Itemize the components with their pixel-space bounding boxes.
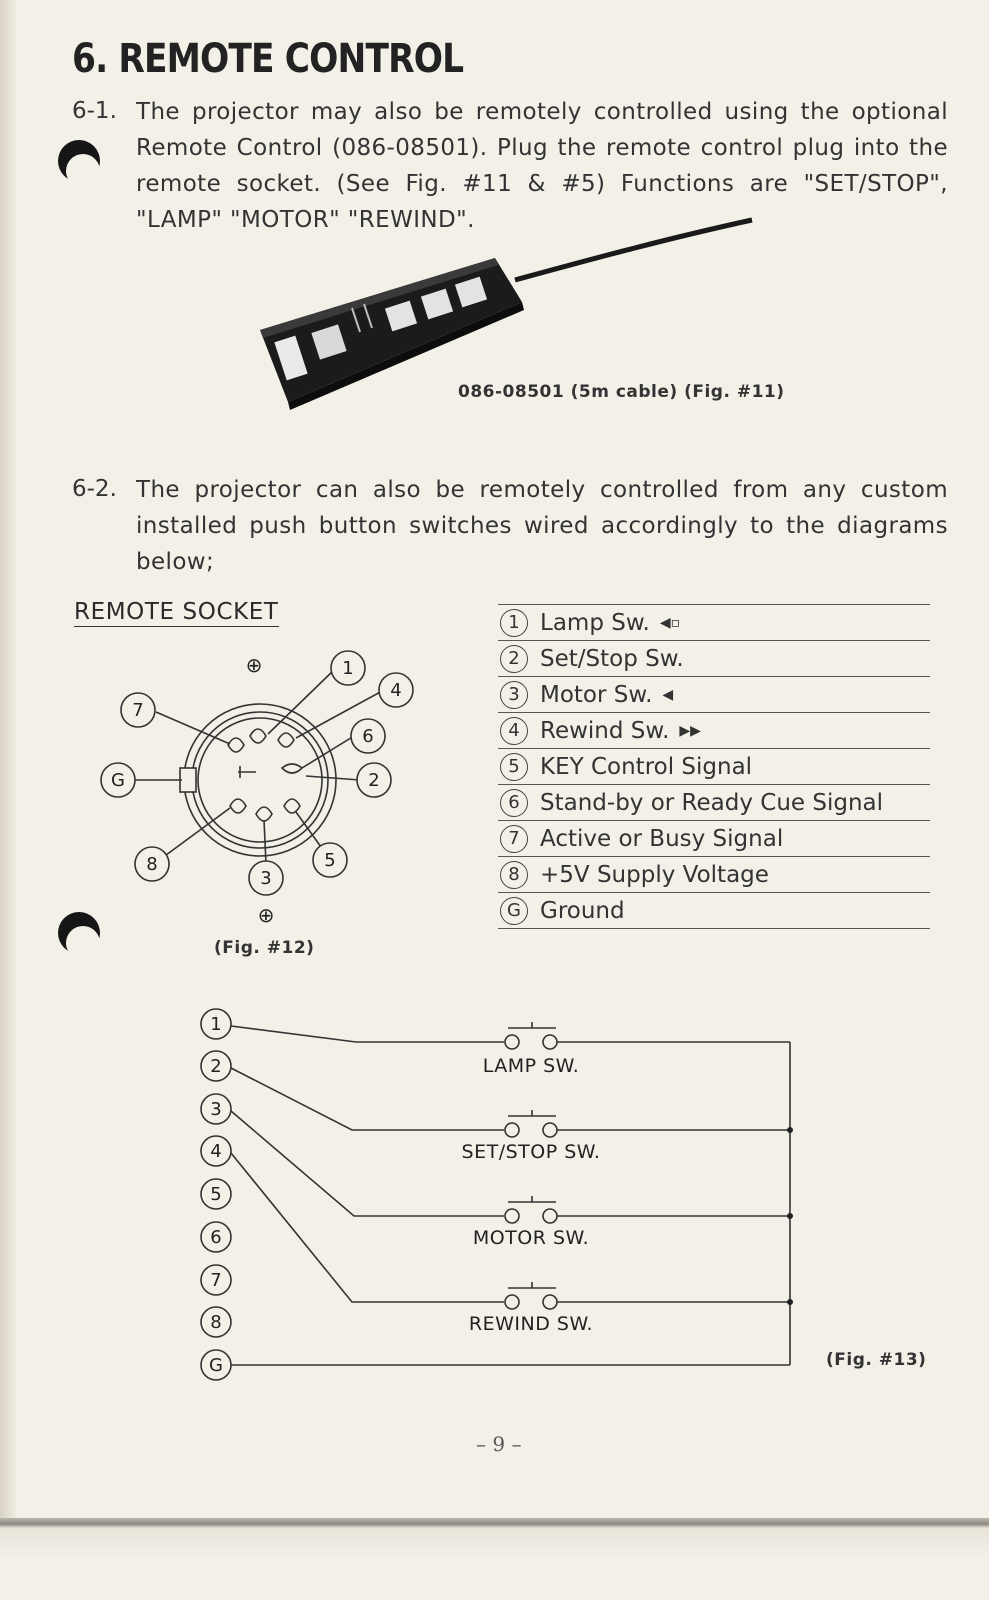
remote-control-photo: [240, 210, 760, 410]
socket-pin-text: 4: [390, 680, 402, 701]
legend-label: Motor Sw.: [540, 681, 653, 708]
motor-switch-label: MOTOR SW.: [472, 1227, 590, 1249]
fast-forward-icon: ▶▶: [679, 722, 701, 739]
legend-number: 7: [500, 825, 528, 853]
legend-label: Stand-by or Ready Cue Signal: [540, 789, 884, 816]
remote-socket-title: REMOTE SOCKET: [74, 599, 279, 625]
legend-label: Active or Busy Signal: [540, 825, 784, 852]
wiring-terminal-label: G: [209, 1355, 223, 1376]
section-6-2-line: The projector can also be remotely controlled from any custom: [136, 477, 948, 503]
fig12-caption: (Fig. #12): [214, 938, 315, 958]
wiring-terminal-label: 8: [210, 1312, 222, 1333]
section-6-1-line: "LAMP" "MOTOR" "REWIND".: [136, 207, 475, 233]
page-bottom-shadow: [0, 1518, 989, 1600]
section-6-2-text: [136, 472, 948, 580]
legend-label: Rewind Sw.: [540, 717, 670, 744]
legend-number: 1: [500, 609, 528, 637]
socket-pin-text: 6: [362, 726, 374, 747]
legend-label: Lamp Sw.: [540, 609, 650, 636]
socket-pin-text: G: [111, 770, 125, 791]
legend-row: [498, 641, 930, 677]
binder-hole-top: [58, 140, 100, 182]
section-6-2-line: installed push button switches wired accordingly to the diagrams: [136, 513, 948, 539]
page-number: – 9 –: [476, 1432, 522, 1456]
socket-pin-text: 7: [132, 700, 144, 721]
legend-row: [498, 605, 930, 641]
legend-label: +5V Supply Voltage: [540, 861, 769, 888]
legend-number: 4: [500, 717, 528, 745]
legend-row: [498, 713, 930, 749]
plus-symbol-bottom: ⊕: [257, 903, 275, 927]
socket-pin-text: 5: [324, 850, 336, 871]
socket-pin-text: 1: [342, 658, 354, 679]
legend-number: 5: [500, 753, 528, 781]
section-6-1-line: remote socket. (See Fig. #11 & #5) Functions are "SET/STOP",: [136, 171, 948, 197]
reverse-arrow-icon: ◀: [662, 686, 674, 703]
legend-row: [498, 821, 930, 857]
wiring-terminal-label: 6: [210, 1227, 222, 1248]
legend-label: Ground: [540, 897, 625, 924]
wiring-terminal-label: 3: [210, 1099, 222, 1120]
section-6-2-line: below;: [136, 549, 215, 575]
legend-number: G: [500, 897, 528, 925]
wiring-terminal-label: 4: [210, 1141, 222, 1162]
wiring-terminal-label: 7: [210, 1270, 222, 1291]
fig11-caption: 086-08501 (5m cable) (Fig. #11): [458, 382, 785, 402]
pin-legend: [498, 604, 930, 929]
section-6-1-line: The projector may also be remotely controlled using the optional: [136, 99, 948, 125]
lamp-switch-label: LAMP SW.: [482, 1055, 580, 1077]
wiring-diagram: [190, 1000, 810, 1400]
remote-socket-diagram: [90, 640, 430, 940]
wiring-terminal-label: 5: [210, 1184, 222, 1205]
legend-number: 3: [500, 681, 528, 709]
section-6-1-number: 6-1.: [72, 98, 117, 124]
legend-number: 8: [500, 861, 528, 889]
legend-number: 2: [500, 645, 528, 673]
page-edge: [0, 0, 16, 1600]
legend-number: 6: [500, 789, 528, 817]
legend-row: [498, 677, 930, 713]
section-6-2-number: 6-2.: [72, 476, 117, 502]
wiring-terminal-label: 1: [210, 1014, 222, 1035]
fig13-caption: (Fig. #13): [826, 1350, 927, 1370]
legend-row: [498, 857, 930, 893]
legend-row: [498, 785, 930, 821]
socket-pin-text: 2: [368, 770, 380, 791]
rewind-switch-label: REWIND SW.: [468, 1313, 594, 1335]
set-stop-switch-label: SET/STOP SW.: [461, 1141, 601, 1163]
legend-label: KEY Control Signal: [540, 753, 753, 780]
socket-pin-text: 3: [260, 868, 272, 889]
section-6-1-line: Remote Control (086-08501). Plug the remote control plug into the: [136, 135, 948, 161]
legend-row: [498, 749, 930, 785]
page-title: 6. REMOTE CONTROL: [72, 36, 464, 82]
plus-symbol-top: ⊕: [245, 653, 263, 677]
legend-label: Set/Stop Sw.: [540, 645, 684, 672]
wiring-terminal-label: 2: [210, 1056, 222, 1077]
socket-pin-text: 8: [146, 854, 158, 875]
lamp-icon: ◀▫: [659, 614, 681, 631]
legend-row: [498, 893, 930, 929]
